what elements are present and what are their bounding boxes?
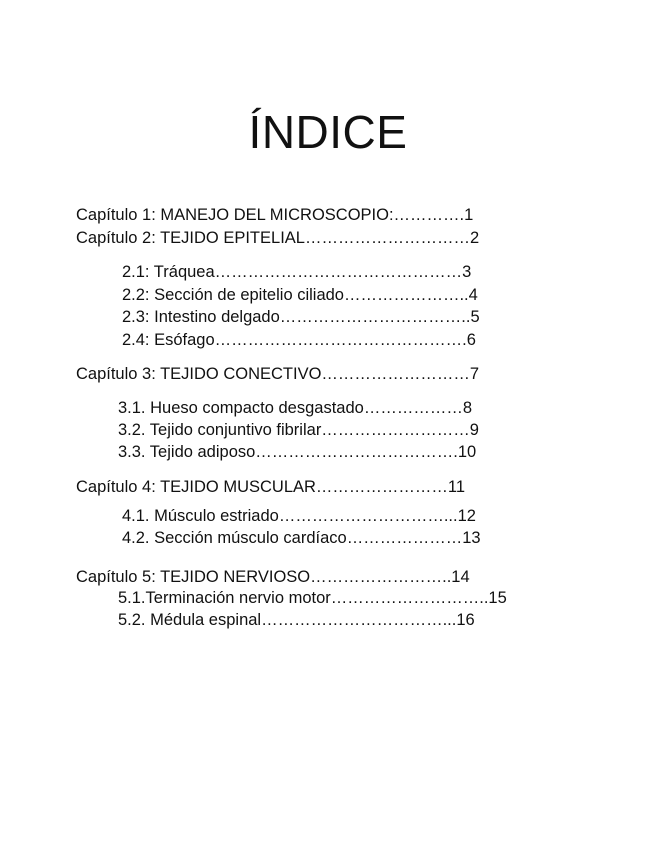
toc-entry-2-4: 2.4: Esófago……………………………………….6 [122, 331, 476, 349]
toc-entry-5-2: 5.2. Médula espinal……………………………...16 [118, 611, 475, 629]
toc-entry-5-1: 5.1.Terminación nervio motor………………………..15 [118, 589, 507, 607]
toc-entry-3-3: 3.3. Tejido adiposo……………………………….10 [118, 443, 477, 461]
toc-entry-4-2: 4.2. Sección músculo cardíaco…………………13 [122, 529, 481, 547]
toc-entry-3-1: 3.1. Hueso compacto desgastado………………8 [118, 399, 473, 417]
toc-entry-2-1: 2.1: Tráquea………………………………………3 [122, 263, 472, 281]
toc-entry-chapter-4: Capítulo 4: TEJIDO MUSCULAR……………………11 [76, 478, 466, 496]
toc-entry-2-3: 2.3: Intestino delgado……………………………..5 [122, 308, 480, 326]
toc-entry-chapter-3: Capítulo 3: TEJIDO CONECTIVO………………………7 [76, 365, 480, 383]
toc-entry-2-2: 2.2: Sección de epitelio ciliado…………………..4 [122, 286, 478, 304]
toc-entry-chapter-1: Capítulo 1: MANEJO DEL MICROSCOPIO:………….1 [76, 206, 474, 224]
toc-entry-chapter-5: Capítulo 5: TEJIDO NERVIOSO……………………..14 [76, 568, 470, 586]
toc-entry-3-2: 3.2. Tejido conjuntivo fibrilar………………………9 [118, 421, 479, 439]
page-title: ÍNDICE [248, 106, 408, 158]
toc-entry-chapter-2: Capítulo 2: TEJIDO EPITELIAL…………………………2 [76, 229, 480, 247]
toc-entry-4-1: 4.1. Músculo estriado…………………………...12 [122, 507, 476, 525]
